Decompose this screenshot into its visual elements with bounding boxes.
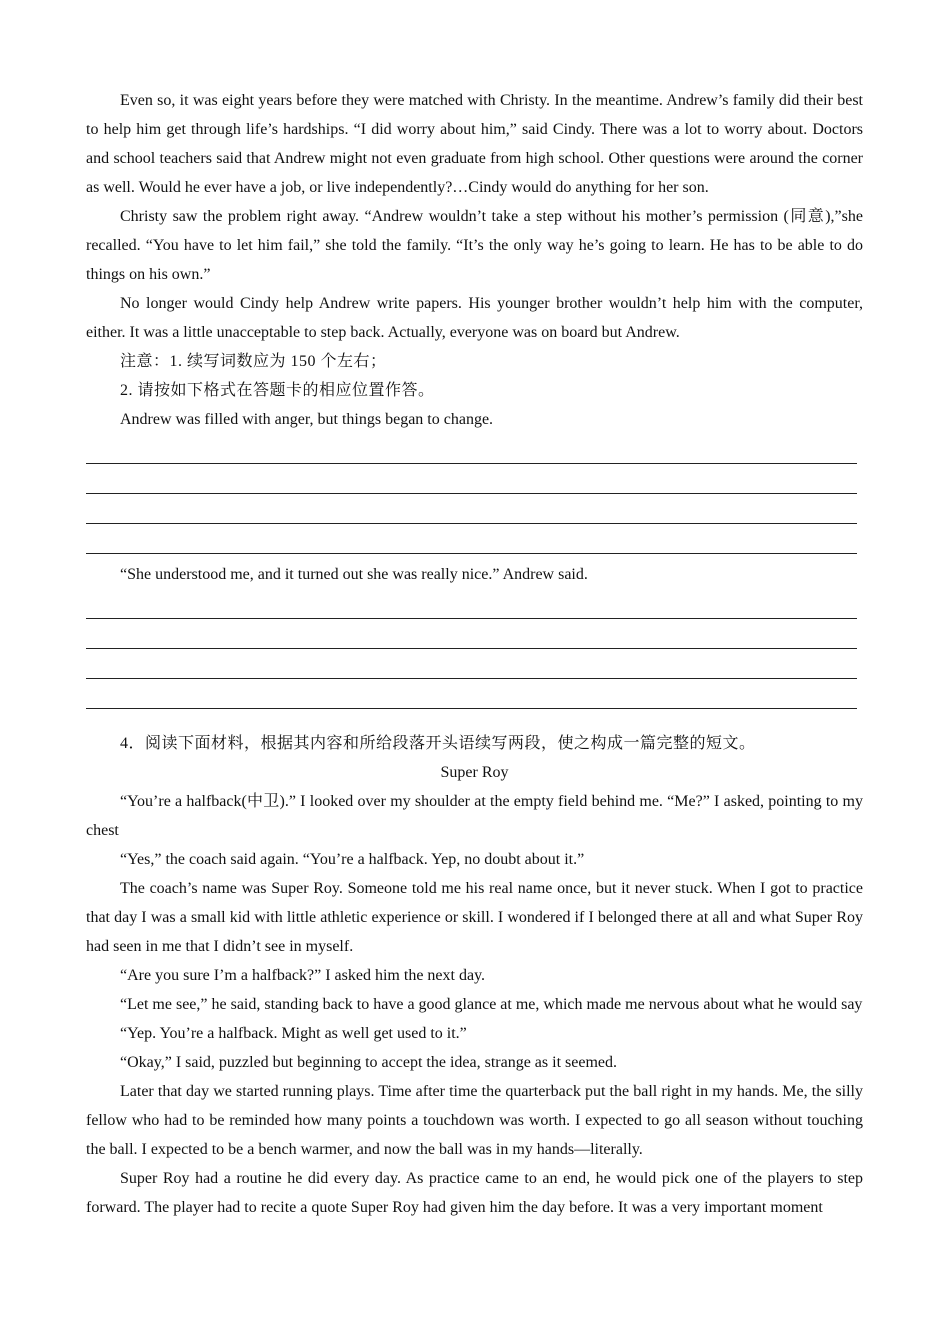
note-word-count: 注意：1. 续写词数应为 150 个左右； [120,353,387,370]
paragraph: No longer would Cindy help Andrew write papers. His younger brother wouldn’t help him with the computer, either. It was a little unacceptable to step back. Actually, everyone was on board but Andrew. [86,295,863,341]
paragraph: “Yes,” the coach said again. “You’re a halfback. Yep, no doubt about it.” [120,851,585,868]
answer-line [86,649,857,679]
question-4-instruction: 4．阅读下面材料，根据其内容和所给段落开头语续写两段，使之构成一篇完整的短文。 [120,735,756,752]
paragraph: Later that day we started running plays. Time after time the quarterback put the ball right in my hands. Me, the silly fellow who had to be reminded how many points a touchdown was worth. I expected to go all season without touching the ball. I expected to be a bench warmer, and now the ball was in my hands—literally. [86,1083,863,1158]
paragraph: “Yep. You’re a halfback. Might as well get used to it.” [120,1025,467,1042]
paragraph: “Are you sure I’m a halfback?” I asked him the next day. [120,967,486,984]
paragraph: “Okay,” I said, puzzled but beginning to accept the idea, strange as it seemed. [120,1054,617,1071]
answer-line [86,464,857,494]
answer-line [86,524,857,554]
answer-line [86,679,857,709]
paragraph: Christy saw the problem right away. “Andrew wouldn’t take a step without his mother’s permission (同意),”she recalled. “You have to let him fail,” she told the family. “It’s the only way he’s going to learn. He has to be able to do things on his own.” [86,208,863,283]
paragraph: The coach’s name was Super Roy. Someone told me his real name once, but it never stuck. When I got to practice that day I was a small kid with little athletic experience or skill. I wondered if I belonged there at all and what Super Roy had seen in me that I didn’t see in myself. [86,880,863,955]
paragraph: Super Roy had a routine he did every day. As practice came to an end, he would pick one of the players to step forward. The player had to recite a quote Super Roy had given him the day before. It was a very important moment [86,1170,863,1216]
note-format: 2. 请按如下格式在答题卡的相应位置作答。 [120,382,435,399]
paragraph: Even so, it was eight years before they were matched with Christy. In the meantime. Andrew’s family did their best to help him get through life’s hardships. “I did worry about him,” said Cindy. There was a lot to worry about. Doctors and school teachers said that Andrew might not even graduate from high school. Other questions were around the corner as well. Would he ever have a job, or live independently?…Cindy would do anything for her son. [86,92,863,196]
answer-line [86,589,857,619]
answer-line [86,619,857,649]
paragraph: “Let me see,” he said, standing back to have a good glance at me, which made me nervous about what he would say [120,996,863,1013]
answer-line [86,494,857,524]
paragraph-opening-2: “She understood me, and it turned out she was really nice.” Andrew said. [120,566,588,583]
document-page [86,86,863,1222]
answer-lines-1 [86,434,863,554]
answer-lines-2 [86,589,863,709]
paragraph: “You’re a halfback(中卫).” I looked over my shoulder at the empty field behind me. “Me?” I asked, pointing to my chest [86,793,863,839]
answer-line [86,434,857,464]
paragraph-opening-1: Andrew was filled with anger, but things began to change. [120,411,494,428]
passage-title: Super Roy [440,764,509,781]
